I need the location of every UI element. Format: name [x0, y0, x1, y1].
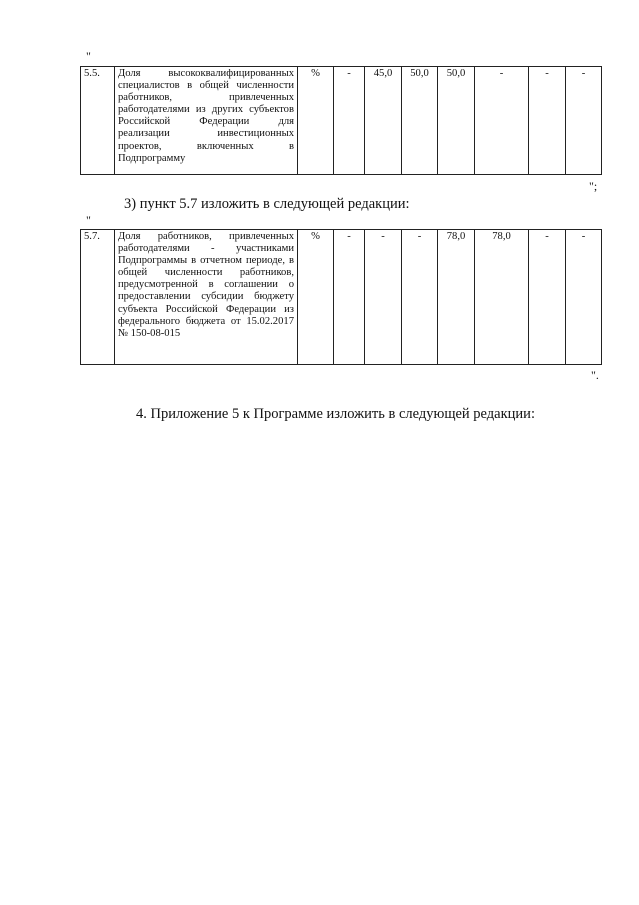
value-cell: 50,0: [402, 67, 438, 175]
value-cell: 78,0: [475, 230, 529, 365]
table-row: [81, 230, 602, 365]
open-quote-2: ": [86, 213, 91, 227]
indicators-table-2: [80, 229, 602, 365]
section-heading-4: 4. Приложение 5 к Программе изложить в следующей редакции:: [136, 406, 535, 422]
value-cell: -: [402, 230, 438, 365]
value-cell: 45,0: [365, 67, 402, 175]
value-cell: -: [334, 230, 365, 365]
value-cell: -: [566, 67, 602, 175]
open-quote-1: ": [86, 49, 91, 63]
value-cell: 78,0: [438, 230, 475, 365]
indicators-table-1: [80, 66, 602, 175]
indicator-description: Доля работников, привлеченных работодателями - участниками Подпрограммы в отчетном периоде, в общей численности работников, предусмотренной в соглашении о предоставлении субсидии бюджету субъекта Российской Федерации из федерального бюджета от 15.02.2017 № 150-08-015: [115, 230, 298, 365]
value-cell: -: [334, 67, 365, 175]
value-cell: -: [475, 67, 529, 175]
row-number: 5.7.: [81, 230, 115, 365]
value-cell: -: [529, 67, 566, 175]
unit-cell: %: [298, 230, 334, 365]
close-quote-1: ";: [589, 179, 598, 193]
close-quote-2: ".: [591, 368, 599, 382]
value-cell: 50,0: [438, 67, 475, 175]
unit-cell: %: [298, 67, 334, 175]
indicator-description: Доля высококвалифицированных специалистов в общей численности работников, привлеченных работодателями из других субъектов Российской Федерации для реализации инвестиционных проектов, включенных в Подпрограмму: [115, 67, 298, 175]
value-cell: -: [566, 230, 602, 365]
table-row: [81, 67, 602, 175]
section-heading-3: 3) пункт 5.7 изложить в следующей редакции:: [124, 196, 410, 212]
row-number: 5.5.: [81, 67, 115, 175]
value-cell: -: [529, 230, 566, 365]
value-cell: -: [365, 230, 402, 365]
